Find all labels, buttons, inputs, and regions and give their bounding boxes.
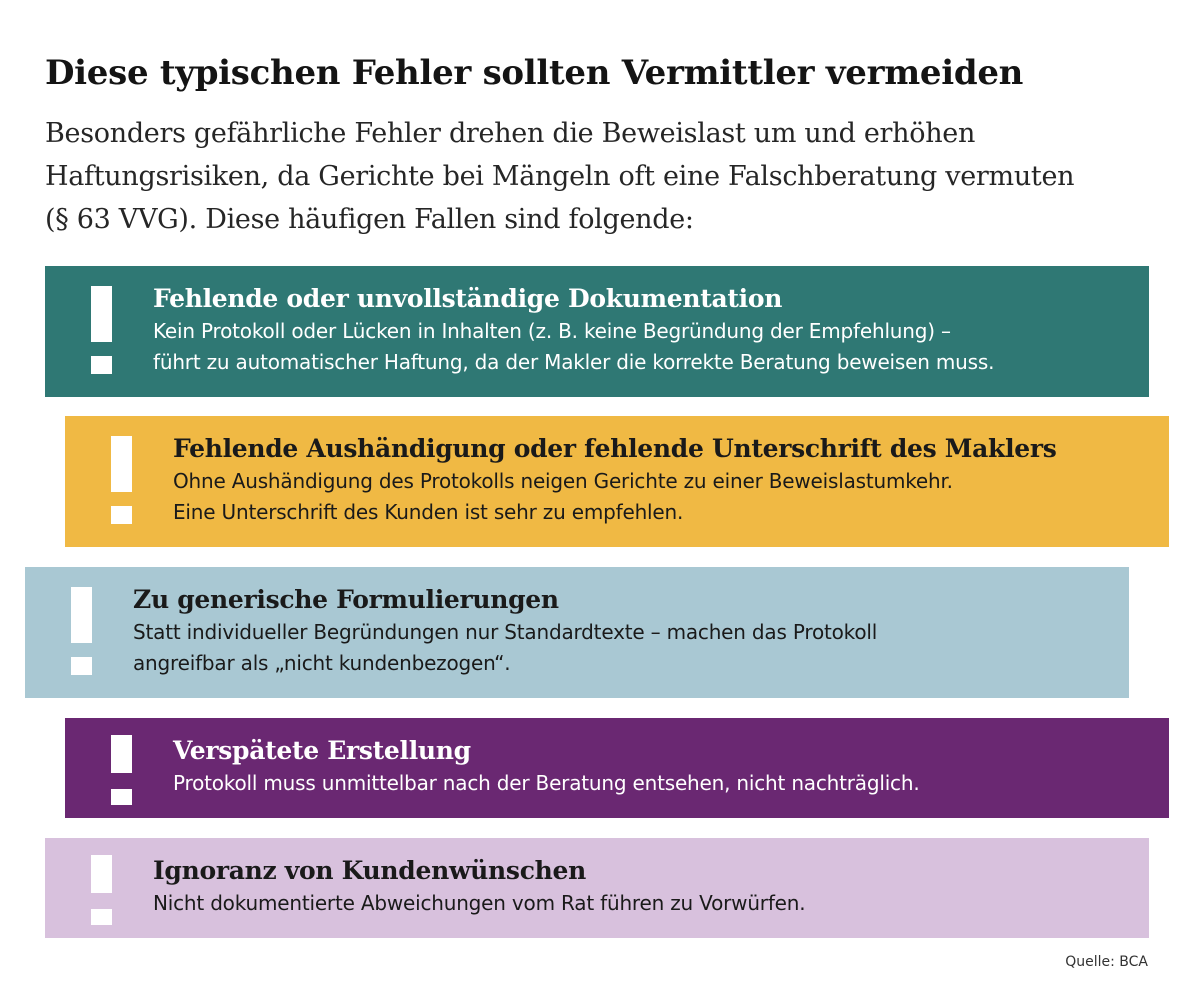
card-body-line: Eine Unterschrift des Kunden ist sehr zu empfehlen. [173,500,684,524]
card-body-line: führt zu automatischer Haftung, da der Makler die korrekte Beratung beweisen muss. [153,350,995,374]
intro-line: Haftungsrisiken, da Gerichte bei Mängeln oft eine Falschberatung vermuten [45,161,1075,192]
card-body-line: Kein Protokoll oder Lücken in Inhalten (z. B. keine Begründung der Empfehlung) – [153,319,951,343]
card-body [153,316,1133,378]
intro-text [45,112,1165,241]
card-body-line: Statt individueller Begründungen nur Standardtexte – machen das Protokoll [133,620,878,644]
card-body [173,768,1153,799]
exclamation-icon [111,735,132,805]
page-title: Diese typischen Fehler sollten Vermittler vermeiden [45,53,1024,93]
card-body-line: Nicht dokumentierte Abweichungen vom Rat führen zu Vorwürfen. [153,891,806,915]
exclamation-icon [111,436,132,524]
error-card-customer-wishes [45,838,1149,938]
exclamation-icon [91,286,112,374]
card-body-line: Ohne Aushändigung des Protokolls neigen Gerichte zu einer Beweislastumkehr. [173,469,953,493]
card-heading: Ignoranz von Kundenwünschen [153,856,586,885]
card-body-line: Protokoll muss unmittelbar nach der Beratung entsehen, nicht nachträglich. [173,771,920,795]
card-heading: Fehlende oder unvollständige Dokumentation [153,284,783,313]
intro-line: Besonders gefährliche Fehler drehen die Beweislast um und erhöhen [45,118,976,149]
card-body [153,888,1133,919]
error-card-generic-wording [25,567,1129,698]
error-card-handover [65,416,1169,547]
card-heading: Fehlende Aushändigung oder fehlende Unterschrift des Maklers [173,434,1057,463]
error-card-late-creation [65,718,1169,818]
card-body [173,466,1153,528]
card-body [133,617,1113,679]
intro-line: (§ 63 VVG). Diese häufigen Fallen sind folgende: [45,204,694,235]
card-body-line: angreifbar als „nicht kundenbezogen“. [133,651,511,675]
card-heading: Zu generische Formulierungen [133,585,559,614]
exclamation-icon [91,855,112,925]
exclamation-icon [71,587,92,675]
card-heading: Verspätete Erstellung [173,736,471,765]
source-credit: Quelle: BCA [1065,954,1148,970]
error-card-documentation [45,266,1149,397]
